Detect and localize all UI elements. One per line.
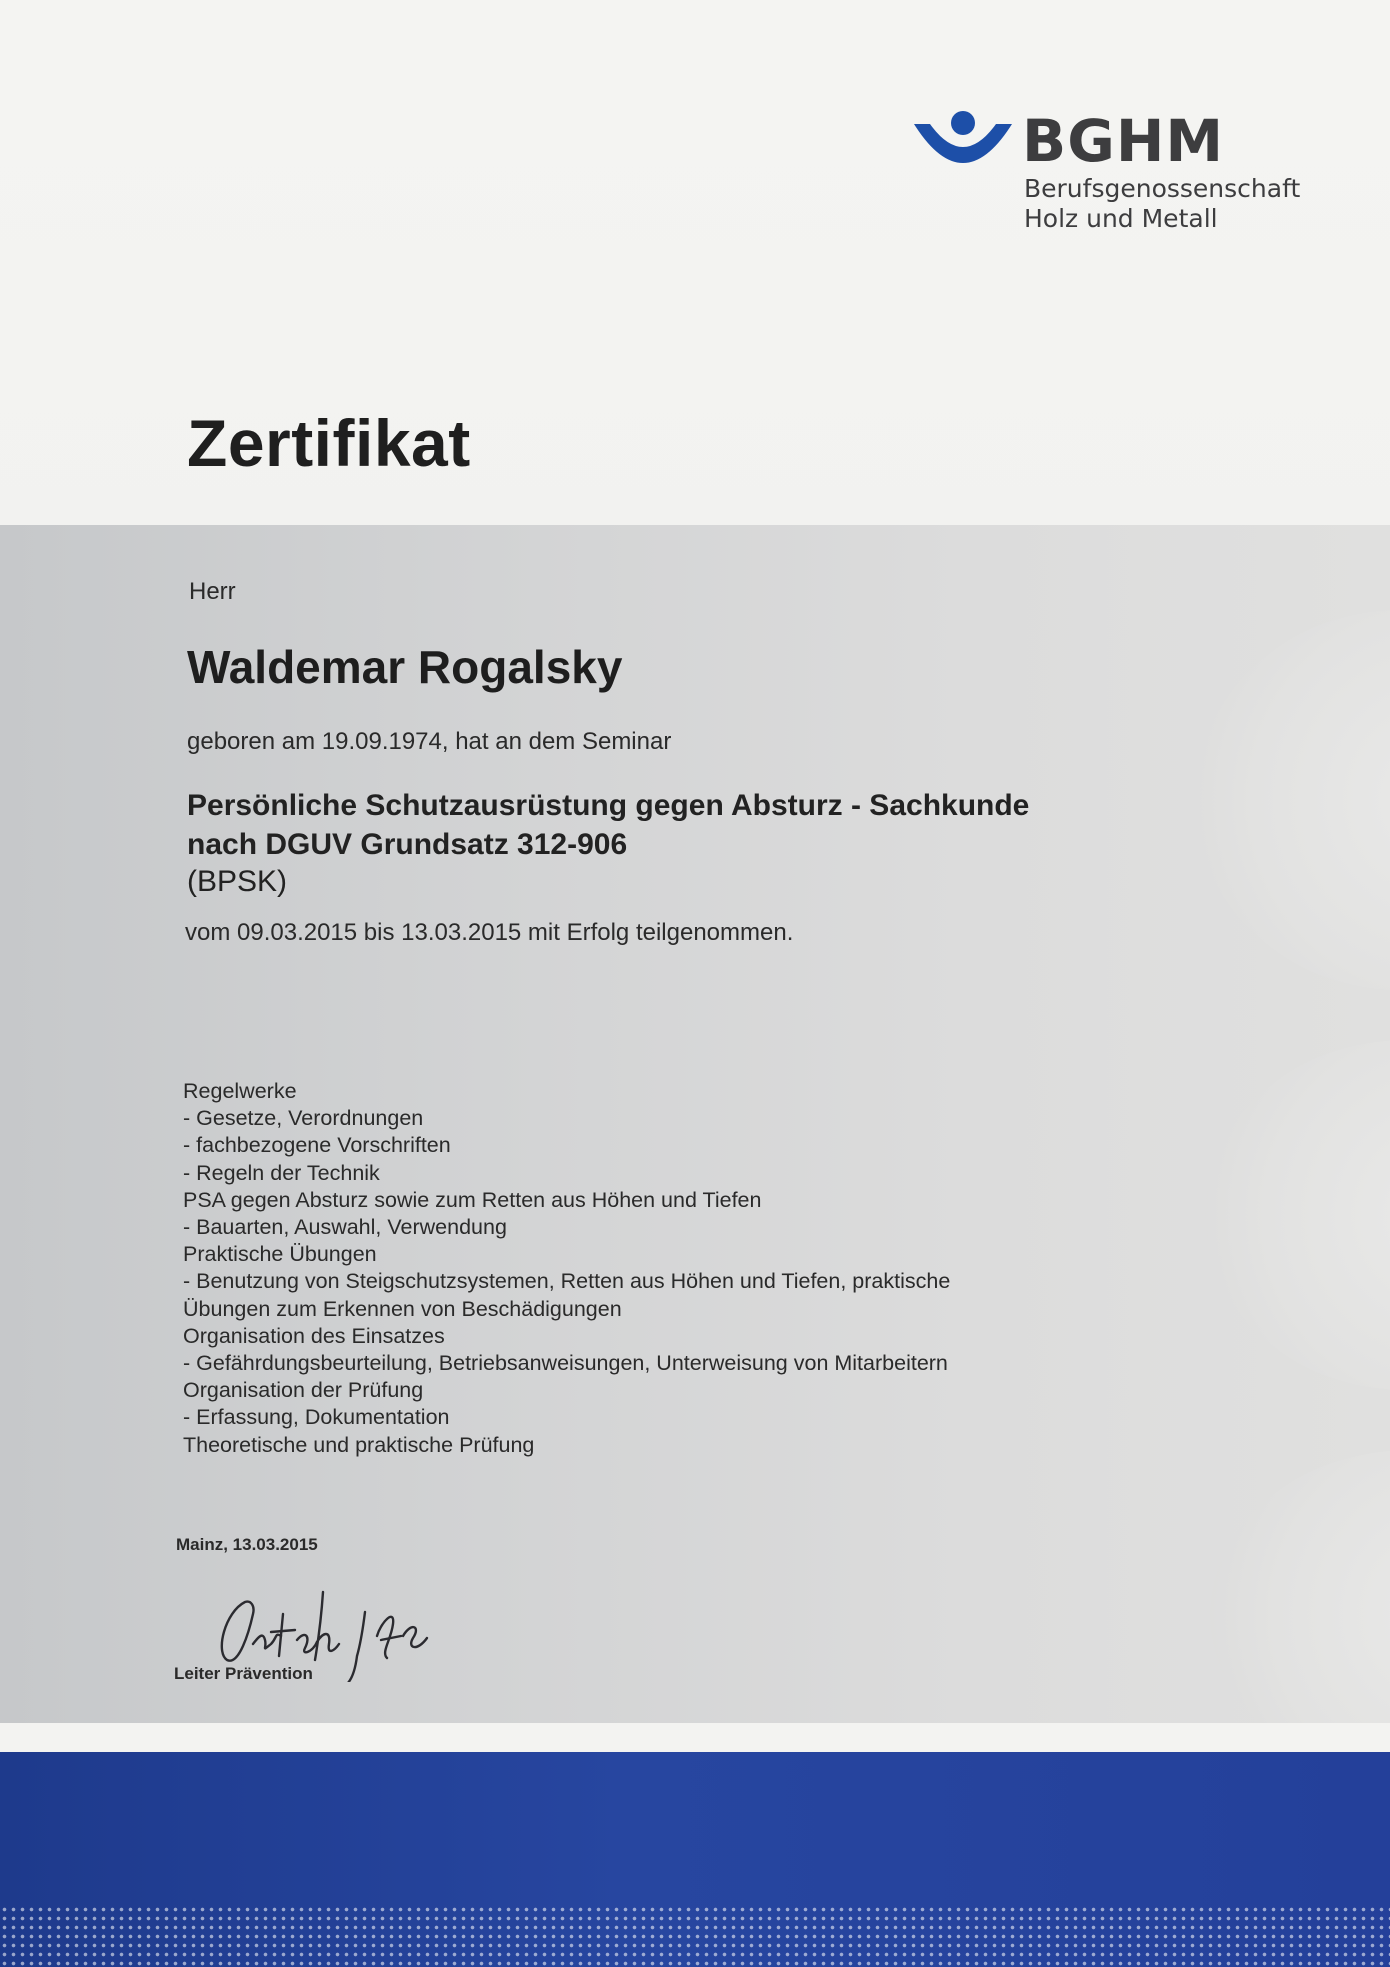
list-item: Praktische Übungen [183, 1242, 377, 1267]
list-item: - Erfassung, Dokumentation [183, 1405, 450, 1430]
list-item: - Gefährdungsbeurteilung, Betriebsanweisungen, Unterweisung von Mitarbeitern [183, 1351, 948, 1376]
list-item: - Benutzung von Steigschutzsystemen, Retten aus Höhen und Tiefen, praktische [183, 1269, 951, 1294]
course-contents-list [183, 1078, 950, 1459]
list-item: Theoretische und praktische Prüfung [183, 1432, 535, 1457]
logo-name: BGHM [1022, 107, 1225, 175]
list-item: Übungen zum Erkennen von Beschädigungen [183, 1296, 622, 1321]
place-and-date: Mainz, 13.03.2015 [176, 1535, 318, 1554]
bghm-logo-icon [912, 110, 1014, 180]
list-item: - Regeln der Technik [183, 1160, 380, 1185]
salutation: Herr [189, 578, 236, 605]
dot-pattern [0, 1905, 1390, 1967]
list-item: - Gesetze, Verordnungen [183, 1106, 424, 1131]
participation-dates: vom 09.03.2015 bis 13.03.2015 mit Erfolg teilgenommen. [185, 919, 794, 946]
signature-icon [205, 1552, 475, 1682]
list-item: - fachbezogene Vorschriften [183, 1133, 451, 1158]
person-name: Waldemar Rogalsky [187, 641, 623, 693]
certificate-title: Zertifikat [187, 406, 471, 480]
signatory-role: Leiter Prävention [174, 1664, 313, 1683]
course-title-line1: Persönliche Schutzausrüstung gegen Absturz - Sachkunde [187, 789, 1030, 822]
logo-subtitle-line1: Berufsgenossenschaft [1024, 174, 1301, 203]
white-divider-strip [0, 1723, 1390, 1752]
list-item: Organisation der Prüfung [183, 1378, 424, 1403]
list-item: - Bauarten, Auswahl, Verwendung [183, 1215, 507, 1240]
birth-statement: geboren am 19.09.1974, hat an dem Seminar [187, 728, 672, 755]
list-item: PSA gegen Absturz sowie zum Retten aus Höhen und Tiefen [183, 1187, 762, 1212]
logo-subtitle-line2: Holz und Metall [1024, 204, 1218, 233]
course-abbreviation: (BPSK) [187, 865, 288, 898]
bghm-logo [912, 107, 1312, 240]
list-item: Organisation des Einsatzes [183, 1323, 445, 1348]
list-item: Regelwerke [183, 1079, 297, 1103]
course-title-line2: nach DGUV Grundsatz 312-906 [187, 828, 628, 861]
